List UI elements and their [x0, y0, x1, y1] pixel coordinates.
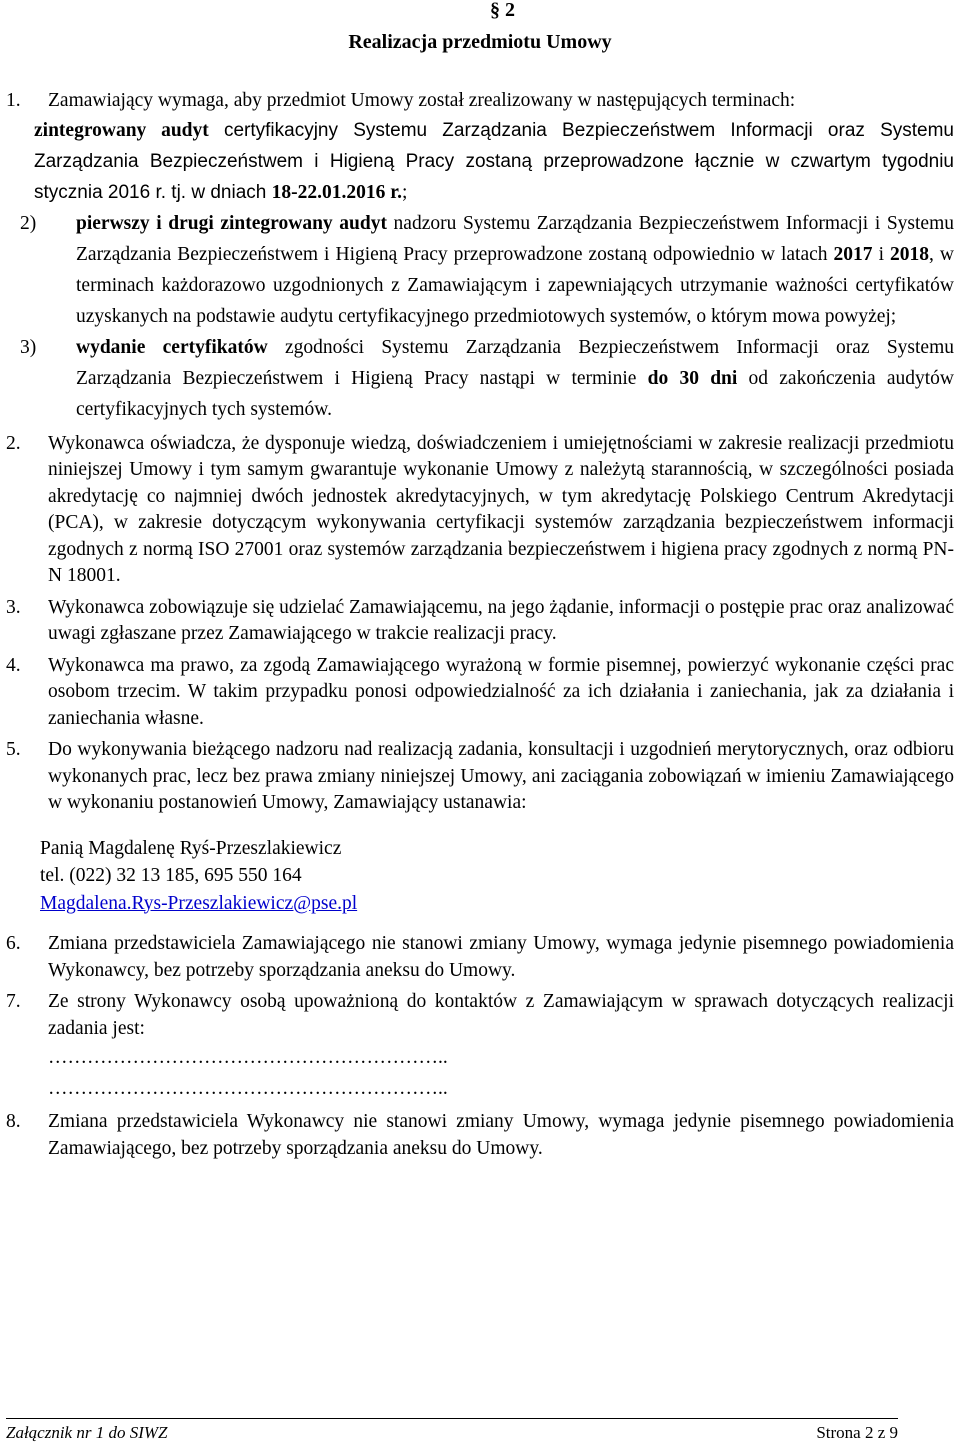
subitem-text: pierwszy i drugi zintegrowany audyt nadzoru Systemu Zarządzania Bezpieczeństwem Informacji i Systemu Zarządzania Bezpieczeństwem i Higieną Pracy przeprowadzone zostaną odpowiednio w latach 2017 i 2018, w terminach każdorazowo uzgodnionych z Zamawiającym i zapewniających utrzymanie ważności certyfikatów uzyskanych na podstawie audytu certyfikacyjnego przedmiotowych systemów, o którym mowa powyżej;: [76, 212, 955, 327]
paragraph-number: 6.: [6, 933, 21, 954]
page-footer: [6, 1418, 898, 1443]
paragraph-3: [6, 595, 954, 648]
subitem-2: [6, 208, 954, 332]
contact-name: Panią Magdalenę Ryś-Przeszlakiewicz: [40, 837, 342, 859]
section-title: Realizacja przedmiotu Umowy: [348, 31, 612, 53]
document-body: [6, 88, 954, 1167]
subitem-text: wydanie certyfikatów zgodności Systemu Zarządzania Bezpieczeństwem Informacji oraz Systemu Zarządzania Bezpieczeństwem i Higieną Pracy nastąpi w terminie do 30 dni od zakończenia audytów certyfikacyjnych tych systemów.: [76, 336, 955, 420]
paragraph-4: [6, 653, 954, 733]
paragraph-number: 2.: [6, 432, 21, 454]
paragraph-text: Zmiana przedstawiciela Wykonawcy nie stanowi zmiany Umowy, wymaga jedynie pisemnego powiadomienia Zamawiającego, bez potrzeby sporządzania aneksu do Umowy.: [48, 1111, 954, 1159]
footer-attachment: Załącznik nr 1 do SIWZ: [6, 1423, 168, 1442]
paragraph-2: [6, 431, 954, 590]
placeholder-line-1: ……………………………………………………..: [48, 1047, 448, 1068]
contact-email-link[interactable]: Magdalena.Rys-Przeszlakiewicz@pse.pl: [40, 892, 358, 914]
paragraph-8: [6, 1109, 954, 1162]
paragraph-text: Do wykonywania bieżącego nadzoru nad realizacją zadania, konsultacji i uzgodnień merytorycznych, oraz odbioru wykonanych prac, lecz bez prawa zmiany niniejszej Umowy, ani zaciągania zobowiązań w imieniu Zamawiającego w wykonaniu postanowień Umowy, Zamawiający ustanawia:: [48, 739, 954, 813]
paragraph-number: 4.: [6, 654, 21, 676]
paragraph-number: 8.: [6, 1111, 21, 1132]
paragraph-text: Wykonawca zobowiązuje się udzielać Zamawiającemu, na jego żądanie, informacji o postępie prac oraz analizować uwagi zgłaszane przez Zamawiającego w trakcie realizacji pracy.: [48, 596, 954, 644]
paragraph-6: [6, 931, 954, 984]
paragraph-number: 3.: [6, 596, 21, 618]
contact-block: [6, 835, 954, 918]
paragraph-text: Zamawiający wymaga, aby przedmiot Umowy został zrealizowany w następujących terminach:: [48, 90, 796, 111]
contact-phone: tel. (022) 32 13 185, 695 550 164: [40, 865, 302, 886]
paragraph-5: [6, 737, 954, 817]
placeholder-line-2: ……………………………………………………..: [48, 1078, 448, 1099]
paragraph-7: [6, 989, 954, 1104]
section-number: § 2: [490, 0, 515, 21]
paragraph-text: Wykonawca oświadcza, że dysponuje wiedzą, doświadczeniem i umiejętnościami w zakresie realizacji przedmiotu niniejszej Umowy i tym samym gwarantuje wykonanie Umowy z należytą starannością, w szczególności posiada akredytację co najmniej dwóch jednostek akredytacyjnych, w tym akredytację Polskiego Centrum Akredytacji (PCA), w zakresie dotyczącym wykonywania certyfikacji systemów zarządzania bezpieczeństwem informacji zgodnych z normą ISO 27001 oraz systemów zarządzania bezpieczeństwem i higiena pracy zgodnych z normą PN-N 18001.: [48, 432, 954, 586]
paragraph-number: 5.: [6, 739, 21, 760]
subitem-1: [0, 115, 954, 208]
subitem-number: 2): [20, 212, 37, 234]
paragraph-number: 1.: [6, 90, 21, 111]
footer-page-number: Strona 2 z 9: [816, 1423, 898, 1442]
paragraph-number: 7.: [6, 991, 21, 1012]
paragraph-text: Ze strony Wykonawcy osobą upoważnioną do kontaktów z Zamawiającym w sprawach dotyczących realizacji zadania jest:: [48, 991, 954, 1039]
subitem-text: zintegrowany audyt certyfikacyjny Systemu Zarządzania Bezpieczeństwem Informacji oraz Systemu Zarządzania Bezpieczeństwem i Higieną Pracy zostaną przeprowadzone łącznie w czwartym tygodniu stycznia 2016 r. tj. w dniach 18-22.01.2016 r.;: [34, 119, 954, 203]
paragraph-1: [6, 88, 954, 115]
paragraph-text: Zmiana przedstawiciela Zamawiającego nie stanowi zmiany Umowy, wymaga jedynie pisemnego powiadomienia Wykonawcy, bez potrzeby sporządzania aneksu do Umowy.: [48, 933, 954, 981]
subitem-number: 3): [20, 336, 37, 358]
subitem-3: [6, 332, 954, 425]
paragraph-text: Wykonawca ma prawo, za zgodą Zamawiającego wyrażoną w formie pisemnej, powierzyć wykonanie części prac osobom trzecim. W takim przypadku ponosi odpowiedzialność za ich działania i zaniechania, jak za działania i zaniechania własne.: [48, 654, 954, 729]
